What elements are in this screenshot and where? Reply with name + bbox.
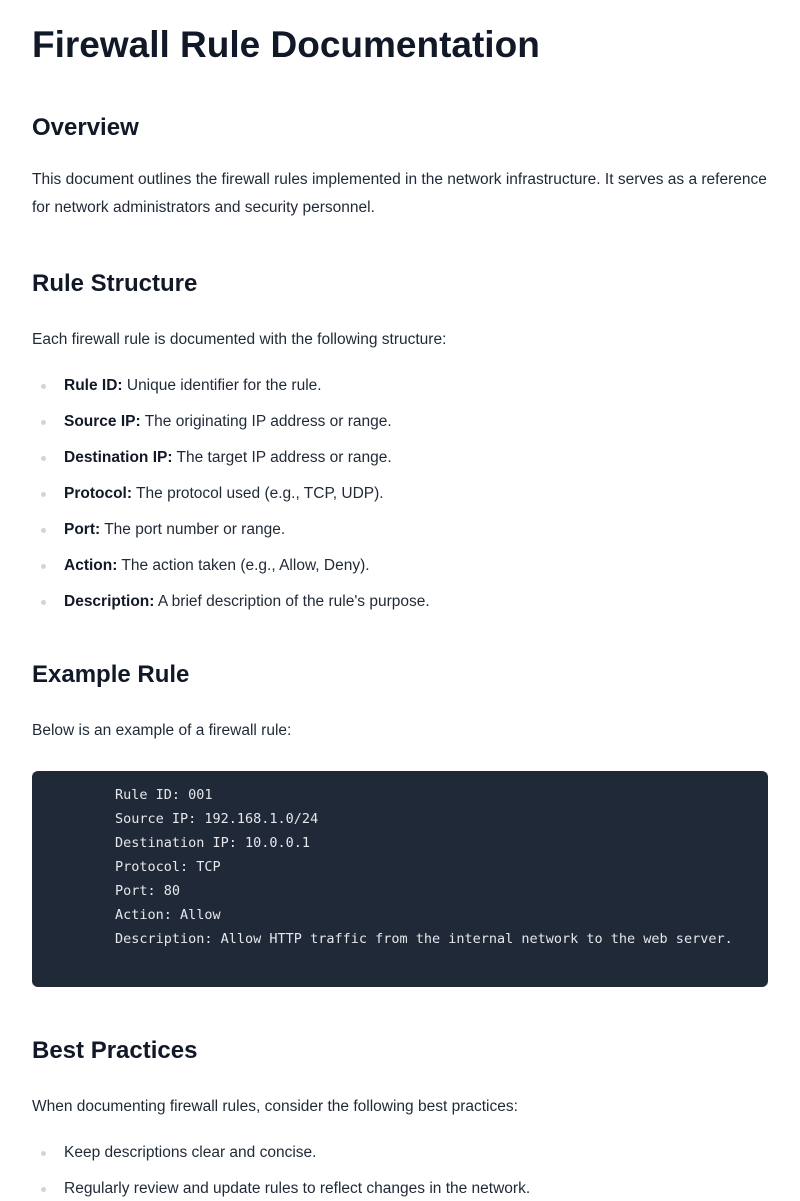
bullet-icon: [41, 420, 46, 425]
code-line: Description: Allow HTTP traffic from the internal network to the web server.: [115, 931, 733, 947]
list-item-desc: The port number or range.: [100, 521, 286, 538]
list-item: [32, 1177, 768, 1201]
code-line: Port: 80: [115, 883, 181, 899]
list-item-desc: The target IP address or range.: [172, 449, 392, 466]
bullet-icon: [41, 564, 46, 569]
overview-heading: Overview: [32, 114, 139, 141]
bullet-icon: [41, 456, 46, 461]
list-item-term: Description:: [64, 593, 155, 610]
bullet-icon: [41, 1151, 46, 1156]
list-item-term: Protocol:: [64, 485, 133, 502]
list-item-desc: The action taken (e.g., Allow, Deny).: [117, 557, 370, 574]
rule-structure-heading: Rule Structure: [32, 270, 198, 297]
list-item: [32, 518, 768, 542]
list-item-term: Destination IP:: [64, 449, 173, 466]
code-line: Rule ID: 001: [115, 787, 213, 803]
list-item: [32, 446, 768, 470]
overview-paragraph: This document outlines the firewall rules implemented in the network infrastructure. It serves as a reference for network administrators and security personnel.: [32, 171, 767, 216]
bullet-icon: [41, 600, 46, 605]
list-item: [32, 482, 768, 506]
rule-structure-list: [32, 374, 768, 614]
list-item: [32, 554, 768, 578]
code-line: Protocol: TCP: [115, 859, 221, 875]
list-item-term: Port:: [64, 521, 101, 538]
list-item-term: Source IP:: [64, 413, 141, 430]
list-item-term: Action:: [64, 557, 118, 574]
example-rule-intro: Below is an example of a firewall rule:: [32, 722, 292, 739]
bullet-icon: [41, 1187, 46, 1192]
list-item-desc: The protocol used (e.g., TCP, UDP).: [132, 485, 384, 502]
list-item-text: Keep descriptions clear and concise.: [64, 1144, 317, 1161]
list-item: [32, 590, 768, 614]
list-item: [32, 374, 768, 398]
best-practices-heading: Best Practices: [32, 1037, 198, 1064]
code-line: Action: Allow: [115, 907, 221, 923]
example-rule-heading: Example Rule: [32, 661, 190, 688]
code-line: Source IP: 192.168.1.0/24: [115, 811, 319, 827]
bullet-icon: [41, 384, 46, 389]
list-item-term: Rule ID:: [64, 377, 123, 394]
code-line: Destination IP: 10.0.0.1: [115, 835, 311, 851]
list-item: [32, 1141, 768, 1165]
list-item-desc: Unique identifier for the rule.: [122, 377, 322, 394]
best-practices-intro: When documenting firewall rules, consider the following best practices:: [32, 1098, 518, 1115]
list-item-text: Regularly review and update rules to reflect changes in the network.: [64, 1180, 531, 1197]
bullet-icon: [41, 528, 46, 533]
code-block: [32, 771, 768, 987]
bullet-icon: [41, 492, 46, 497]
page-title: Firewall Rule Documentation: [32, 24, 540, 65]
list-item: [32, 410, 768, 434]
best-practices-list: [32, 1141, 768, 1201]
list-item-desc: A brief description of the rule's purpose.: [154, 593, 430, 610]
rule-structure-intro: Each firewall rule is documented with the following structure:: [32, 331, 447, 348]
list-item-desc: The originating IP address or range.: [140, 413, 392, 430]
